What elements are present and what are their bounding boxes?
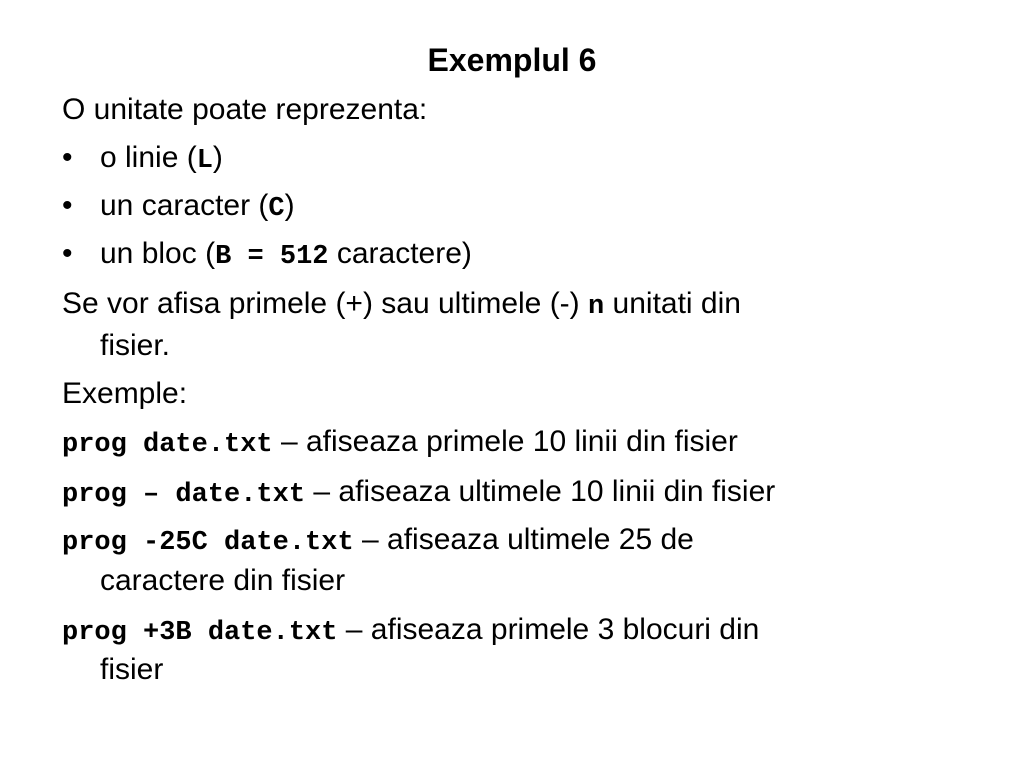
example-row (62, 610, 992, 653)
bullet-after: caractere) (328, 237, 472, 270)
example-command: prog -25C date.txt (62, 528, 354, 558)
example-row (62, 472, 992, 515)
example-continuation: caractere din fisier (100, 564, 346, 597)
examples-label: Exemple: (62, 377, 188, 410)
bullet-code: B = 512 (215, 242, 329, 272)
note-after: unitati din (604, 287, 741, 320)
bullet-text: un caracter ( (100, 189, 269, 222)
bullet-after: ) (212, 141, 223, 174)
example-row (62, 520, 992, 563)
bullet-item-line (62, 138, 992, 181)
example-description: – afiseaza ultimele 10 linii din fisier (305, 475, 776, 508)
bullet-item-character (62, 186, 992, 229)
bullet-code: L (196, 146, 213, 176)
bullet-icon: • (62, 189, 73, 222)
example-command: prog +3B date.txt (62, 618, 338, 648)
example-command: prog – date.txt (62, 480, 306, 510)
note-code: n (588, 292, 605, 322)
bullet-icon: • (62, 237, 73, 270)
bullet-after: ) (284, 189, 295, 222)
example-continuation: fisier (100, 653, 164, 686)
intro-text: O unitate poate reprezenta: (62, 93, 428, 126)
note-before: Se vor afisa primele (+) sau ultimele (-) (62, 287, 588, 320)
note-continuation: fisier. (100, 329, 171, 362)
example-description: – afiseaza primele 3 blocuri din (337, 613, 760, 646)
bullet-text: un bloc ( (100, 237, 216, 270)
slide-title: Exemplul 6 (427, 42, 597, 78)
example-row (62, 422, 992, 465)
bullet-icon: • (62, 141, 73, 174)
example-command: prog date.txt (62, 430, 273, 460)
bullet-code: C (268, 194, 285, 224)
note-text (62, 284, 992, 327)
bullet-item-block (62, 234, 992, 277)
example-description: – afiseaza primele 10 linii din fisier (272, 425, 738, 458)
example-description: – afiseaza ultimele 25 de (353, 523, 694, 556)
bullet-text: o linie ( (100, 141, 197, 174)
